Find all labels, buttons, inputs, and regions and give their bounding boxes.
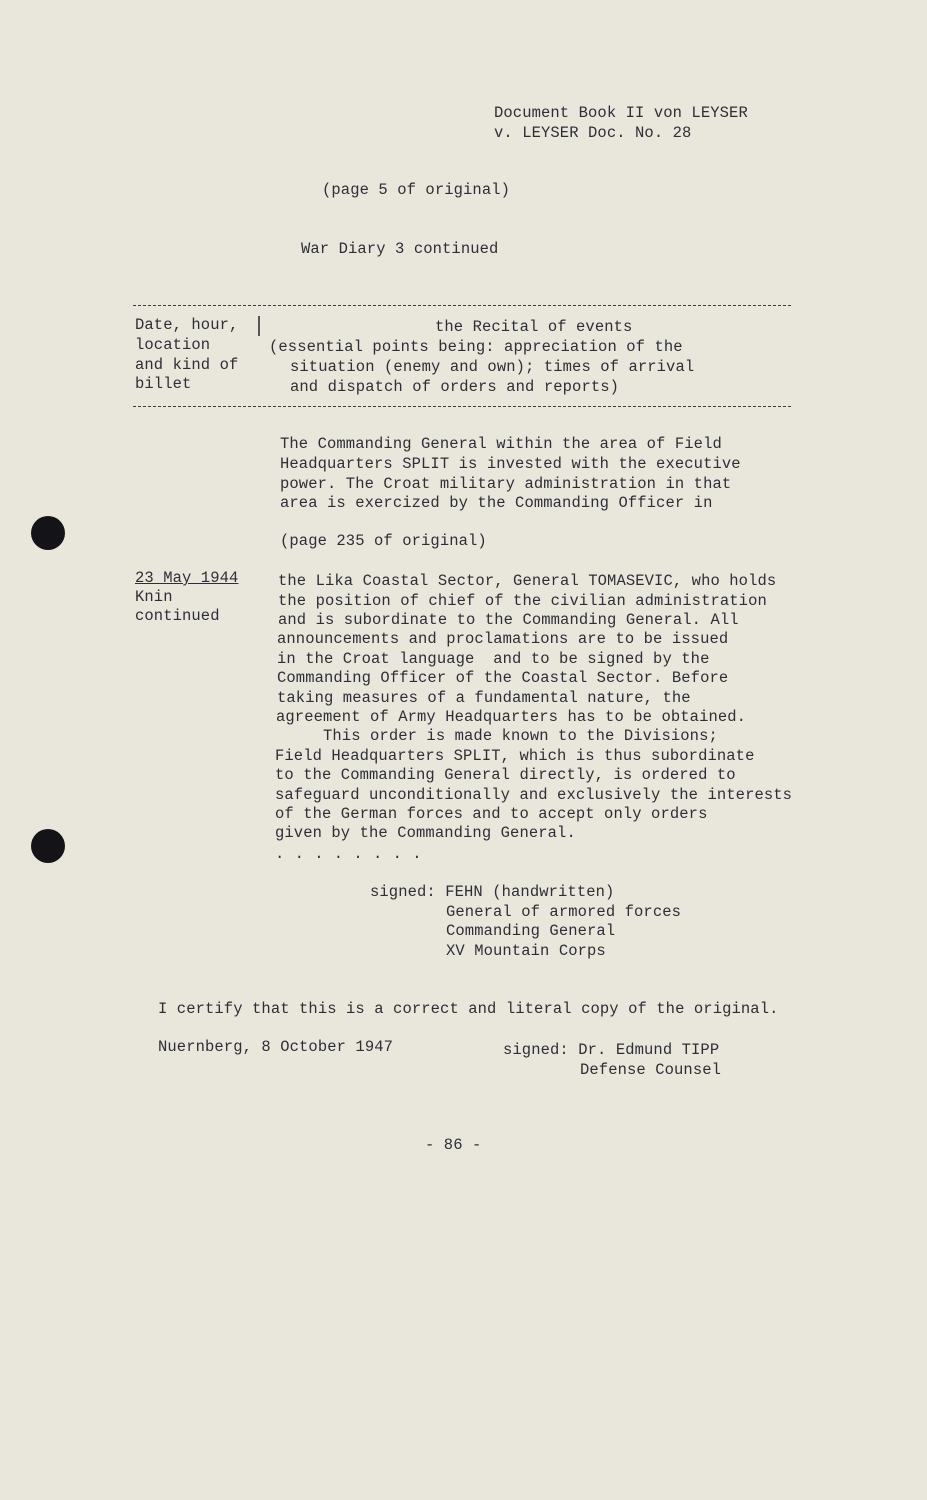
counsel-signed: signed: Dr. Edmund TIPP <box>503 1041 720 1059</box>
entry-date: 23 May 1944 <box>135 569 239 587</box>
p1-line: area is exercized by the Commanding Officer in <box>280 494 713 512</box>
page-ref-top: (page 5 of original) <box>322 181 511 199</box>
p2-line: and is subordinate to the Commanding General. All <box>278 611 739 629</box>
page-number: - 86 - <box>425 1136 482 1154</box>
punch-hole-top <box>31 516 65 550</box>
p1-line: Headquarters SPLIT is invested with the executive <box>280 455 741 473</box>
doc-number-line: v. LEYSER Doc. No. 28 <box>494 124 692 142</box>
header-left-4: billet <box>135 375 192 393</box>
punch-hole-bottom <box>31 829 65 863</box>
p2-line: of the German forces and to accept only orders <box>275 805 708 823</box>
header-right-3: situation (enemy and own); times of arrival <box>290 358 695 376</box>
p2-line: agreement of Army Headquarters has to be obtained. <box>276 708 747 726</box>
p2-line: the position of chief of the civilian administration <box>278 592 767 610</box>
certification-statement: I certify that this is a correct and literal copy of the original. <box>158 1000 779 1018</box>
place-date: Nuernberg, 8 October 1947 <box>158 1038 394 1056</box>
p2-line: announcements and proclamations are to be issued <box>277 630 729 648</box>
p2-line: in the Croat language and to be signed by the <box>277 650 710 668</box>
header-right-2: (essential points being: appreciation of the <box>269 338 683 356</box>
ellipsis-dots: . . . . . . . . <box>275 845 423 863</box>
table-rule-bottom <box>133 406 791 407</box>
signature-line-2: General of armored forces <box>446 903 682 921</box>
p2-line: to the Commanding General directly, is ordered to <box>275 766 736 784</box>
page-ref-inner: (page 235 of original) <box>280 532 487 550</box>
signature-line-4: XV Mountain Corps <box>446 942 606 960</box>
header-left-2: location <box>135 336 211 354</box>
header-left-1: Date, hour, <box>135 316 239 334</box>
section-title: War Diary 3 continued <box>301 240 499 258</box>
p2-line: This order is made known to the Divisions; <box>276 727 718 745</box>
p2-line: safeguard unconditionally and exclusively the interests <box>275 786 793 804</box>
p2-line: Field Headquarters SPLIT, which is thus subordinate <box>275 747 755 765</box>
signature-line-1: signed: FEHN (handwritten) <box>370 883 615 901</box>
p2-line: taking measures of a fundamental nature, the <box>277 689 691 707</box>
p2-line: Commanding Officer of the Coastal Sector. Before <box>277 669 729 687</box>
p2-line: the Lika Coastal Sector, General TOMASEVIC, who holds <box>278 572 777 590</box>
counsel-title: Defense Counsel <box>580 1061 722 1079</box>
header-right-4: and dispatch of orders and reports) <box>290 378 620 396</box>
header-left-3: and kind of <box>135 356 239 374</box>
p2-line: given by the Commanding General. <box>275 824 576 842</box>
signature-line-3: Commanding General <box>446 922 616 940</box>
header-right-1: the Recital of events <box>435 318 633 336</box>
p1-line: The Commanding General within the area of Field <box>280 435 722 453</box>
p1-line: power. The Croat military administration in that <box>280 475 732 493</box>
entry-continued: continued <box>135 607 220 625</box>
entry-place: Knin <box>135 588 173 606</box>
doc-book-line: Document Book II von LEYSER <box>494 104 748 122</box>
table-rule-top <box>133 305 791 306</box>
column-divider-header <box>258 316 260 336</box>
